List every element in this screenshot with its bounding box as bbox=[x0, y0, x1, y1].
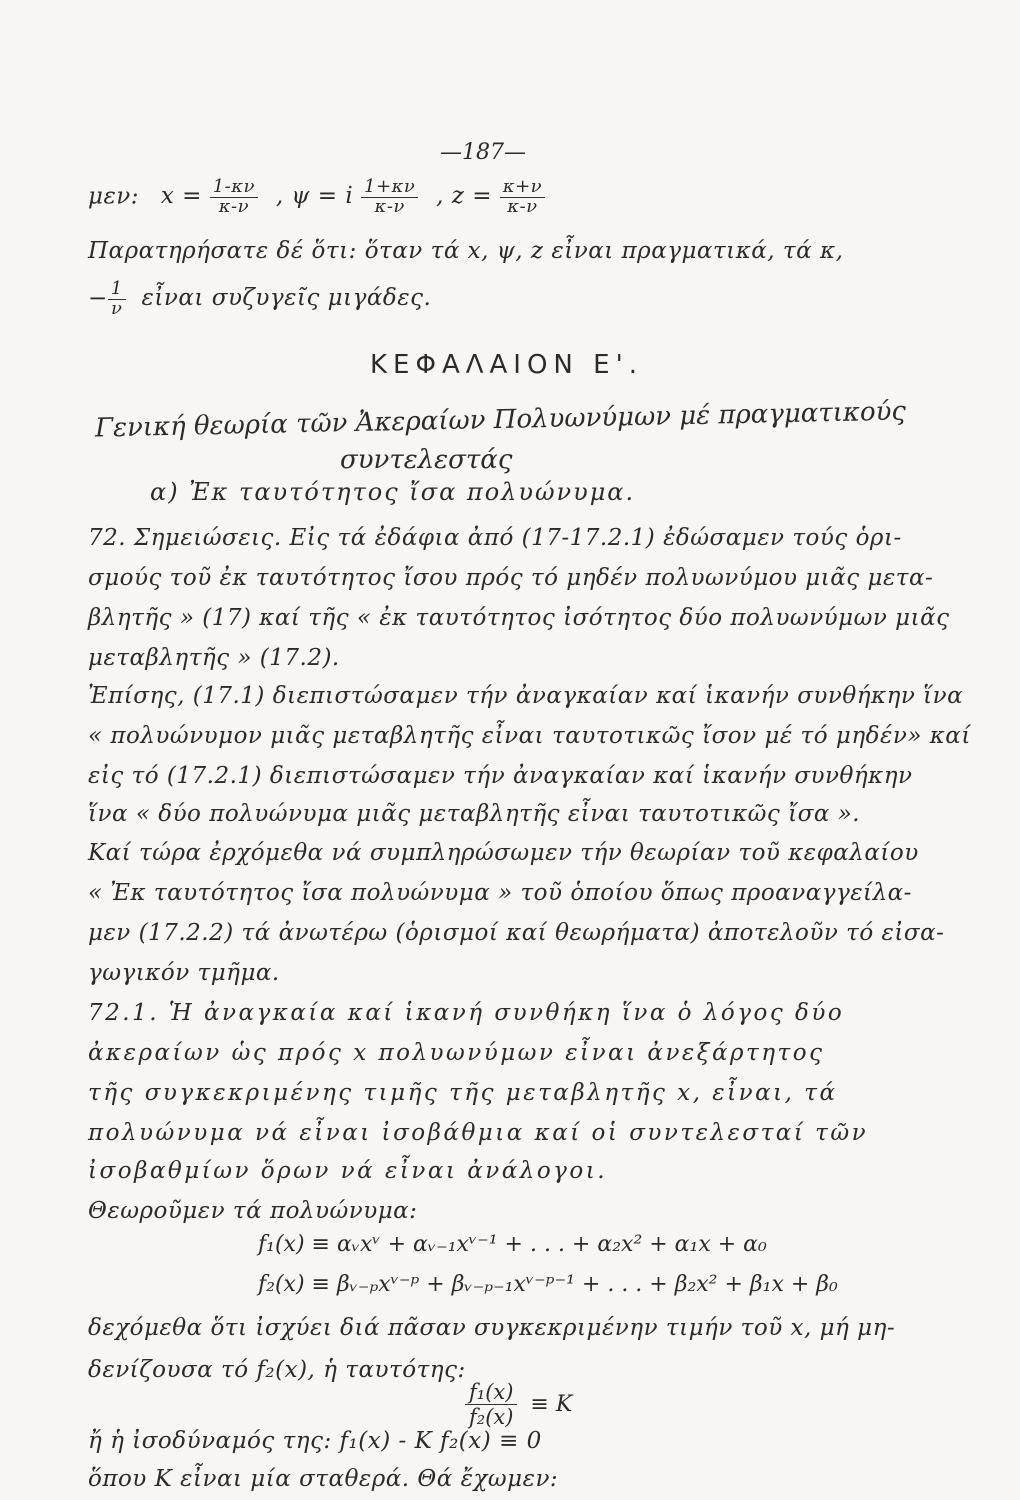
body-line: 72.1. Ἡ ἀναγκαία καί ἱκανή συνθήκη ἵνα ὁ λόγος δύο bbox=[88, 1000, 845, 1026]
after-line-2: δενίζουσα τό f₂(x), ἡ ταυτότης: bbox=[88, 1357, 466, 1383]
intro-line-2: Παρατηρήσατε δέ ὅτι: ὅταν τά x, ψ, z εἶναι πραγματικά, τά κ, bbox=[88, 238, 844, 264]
body-line: βλητῆς » (17) καί τῆς « ἐκ ταυτότητος ἰσότητος δύο πολυωνύμων μιᾶς bbox=[88, 605, 950, 631]
body-line: Θεωροῦμεν τά πολυώνυμα: bbox=[88, 1198, 418, 1224]
intro-prefix: μεν: bbox=[88, 183, 140, 210]
body-line: Καί τώρα ἐρχόμεθα νά συμπληρώσωμεν τήν θεωρίαν τοῦ κεφαλαίου bbox=[88, 840, 919, 866]
body-line: γωγικόν τμῆμα. bbox=[88, 960, 280, 986]
ratio-equation: $\frac{\text{f₁(x)}}{\text{f₂(x)}}$ ≡ K bbox=[465, 1380, 572, 1429]
body-line: ἵνα « δύο πολυώνυμα μιᾶς μεταβλητῆς εἶναι ταυτοτικῶς ἴσα ». bbox=[88, 801, 861, 827]
psi-fraction: $\frac{1+\kappa\nu}{\kappa-\nu}$ bbox=[361, 178, 418, 217]
equation-f2: f₂(x) ≡ βᵥ₋ₚxᵛ⁻ᵖ + βᵥ₋ₚ₋₁xᵛ⁻ᵖ⁻¹ + . . . + β₂x² + β₁x + β₀ bbox=[258, 1272, 838, 1297]
after-line-1: δεχόμεθα ὅτι ἰσχύει διά πᾶσαν συγκεκριμένην τιμήν τοῦ x, μή μη- bbox=[88, 1315, 896, 1341]
equation-f1: f₁(x) ≡ αᵥxᵛ + αᵥ₋₁xᵛ⁻¹ + . . . + α₂x² + α₁x + α₀ bbox=[258, 1232, 767, 1257]
x-label: x = bbox=[160, 183, 202, 210]
ratio-fraction: $\frac{\text{f₁(x)}}{\text{f₂(x)}}$ bbox=[465, 1380, 517, 1429]
final-line-2: ὅπου K εἶναι μία σταθερά. Θά ἔχωμεν: bbox=[88, 1466, 559, 1492]
psi-label: , ψ = i bbox=[275, 183, 354, 210]
page-number: —187— bbox=[440, 140, 526, 165]
final-line-1: ἤ ἡ ἰσοδύναμός της: f₁(x) - K f₂(x) ≡ 0 bbox=[88, 1428, 542, 1454]
z-label: , z = bbox=[436, 183, 492, 210]
section-a-heading: α) Ἐκ ταυτότητος ἴσα πολυώνυμα. bbox=[150, 478, 636, 506]
body-line: πολυώνυμα νά εἶναι ἰσοβάθμια καί οἱ συντελεσταί τῶν bbox=[88, 1120, 869, 1146]
body-line: σμούς τοῦ ἐκ ταυτότητος ἴσου πρός τό μηδέν πολυωνύμου μιᾶς μετα- bbox=[88, 565, 934, 591]
body-line: « Ἐκ ταυτότητος ἴσα πολυώνυμα » τοῦ ὁποίου ὅπως προαναγγείλα- bbox=[88, 880, 912, 906]
z-fraction: $\frac{\kappa+\nu}{\kappa-\nu}$ bbox=[500, 178, 545, 217]
body-line: 72. Σημειώσεις. Εἰς τά ἐδάφια ἀπό (17-17.2.1) ἐδώσαμεν τούς ὁρι- bbox=[88, 525, 902, 551]
intro-formula-line bbox=[88, 178, 545, 217]
intro-line-3: − $\frac{1}{\nu}$ εἶναι συζυγεῖς μιγάδες. bbox=[88, 278, 432, 319]
body-line: « πολυώνυμον μιᾶς μεταβλητῆς εἶναι ταυτοτικῶς ἴσον μέ τό μηδέν» καί bbox=[88, 723, 971, 749]
body-line: ἀκεραίων ὡς πρός x πολυωνύμων εἶναι ἀνεξάρτητος bbox=[88, 1040, 825, 1066]
body-line: μεν (17.2.2) τά ἀνωτέρω (ὁρισμοί καί θεωρήματα) ἀποτελοῦν τό εἰσα- bbox=[88, 920, 945, 946]
body-line: μεταβλητῆς » (17.2). bbox=[88, 645, 340, 671]
body-line: εἰς τό (17.2.1) διεπιστώσαμεν τήν ἀναγκαίαν καί ἱκανήν συνθήκην bbox=[88, 763, 913, 789]
chapter-title-line-1: Γενική θεωρία τῶν Ἀκεραίων Πολυωνύμων μέ πραγματικούς bbox=[94, 396, 907, 444]
one-over-nu-fraction: $\frac{1}{\nu}$ bbox=[108, 280, 126, 319]
x-fraction: $\frac{1-\kappa\nu}{\kappa-\nu}$ bbox=[210, 178, 258, 217]
body-line: ἰσοβαθμίων ὅρων νά εἶναι ἀνάλογοι. bbox=[88, 1158, 608, 1184]
body-line: Ἐπίσης, (17.1) διεπιστώσαμεν τήν ἀναγκαίαν καί ἱκανήν συνθήκην ἵνα bbox=[88, 683, 964, 709]
chapter-title-line-2: συντελεστάς bbox=[340, 445, 513, 475]
chapter-heading: ΚΕΦΑΛΑΙΟΝ Ε'. bbox=[370, 350, 643, 380]
body-line: τῆς συγκεκριμένης τιμῆς τῆς μεταβλητῆς x, εἶναι, τά bbox=[88, 1080, 838, 1106]
